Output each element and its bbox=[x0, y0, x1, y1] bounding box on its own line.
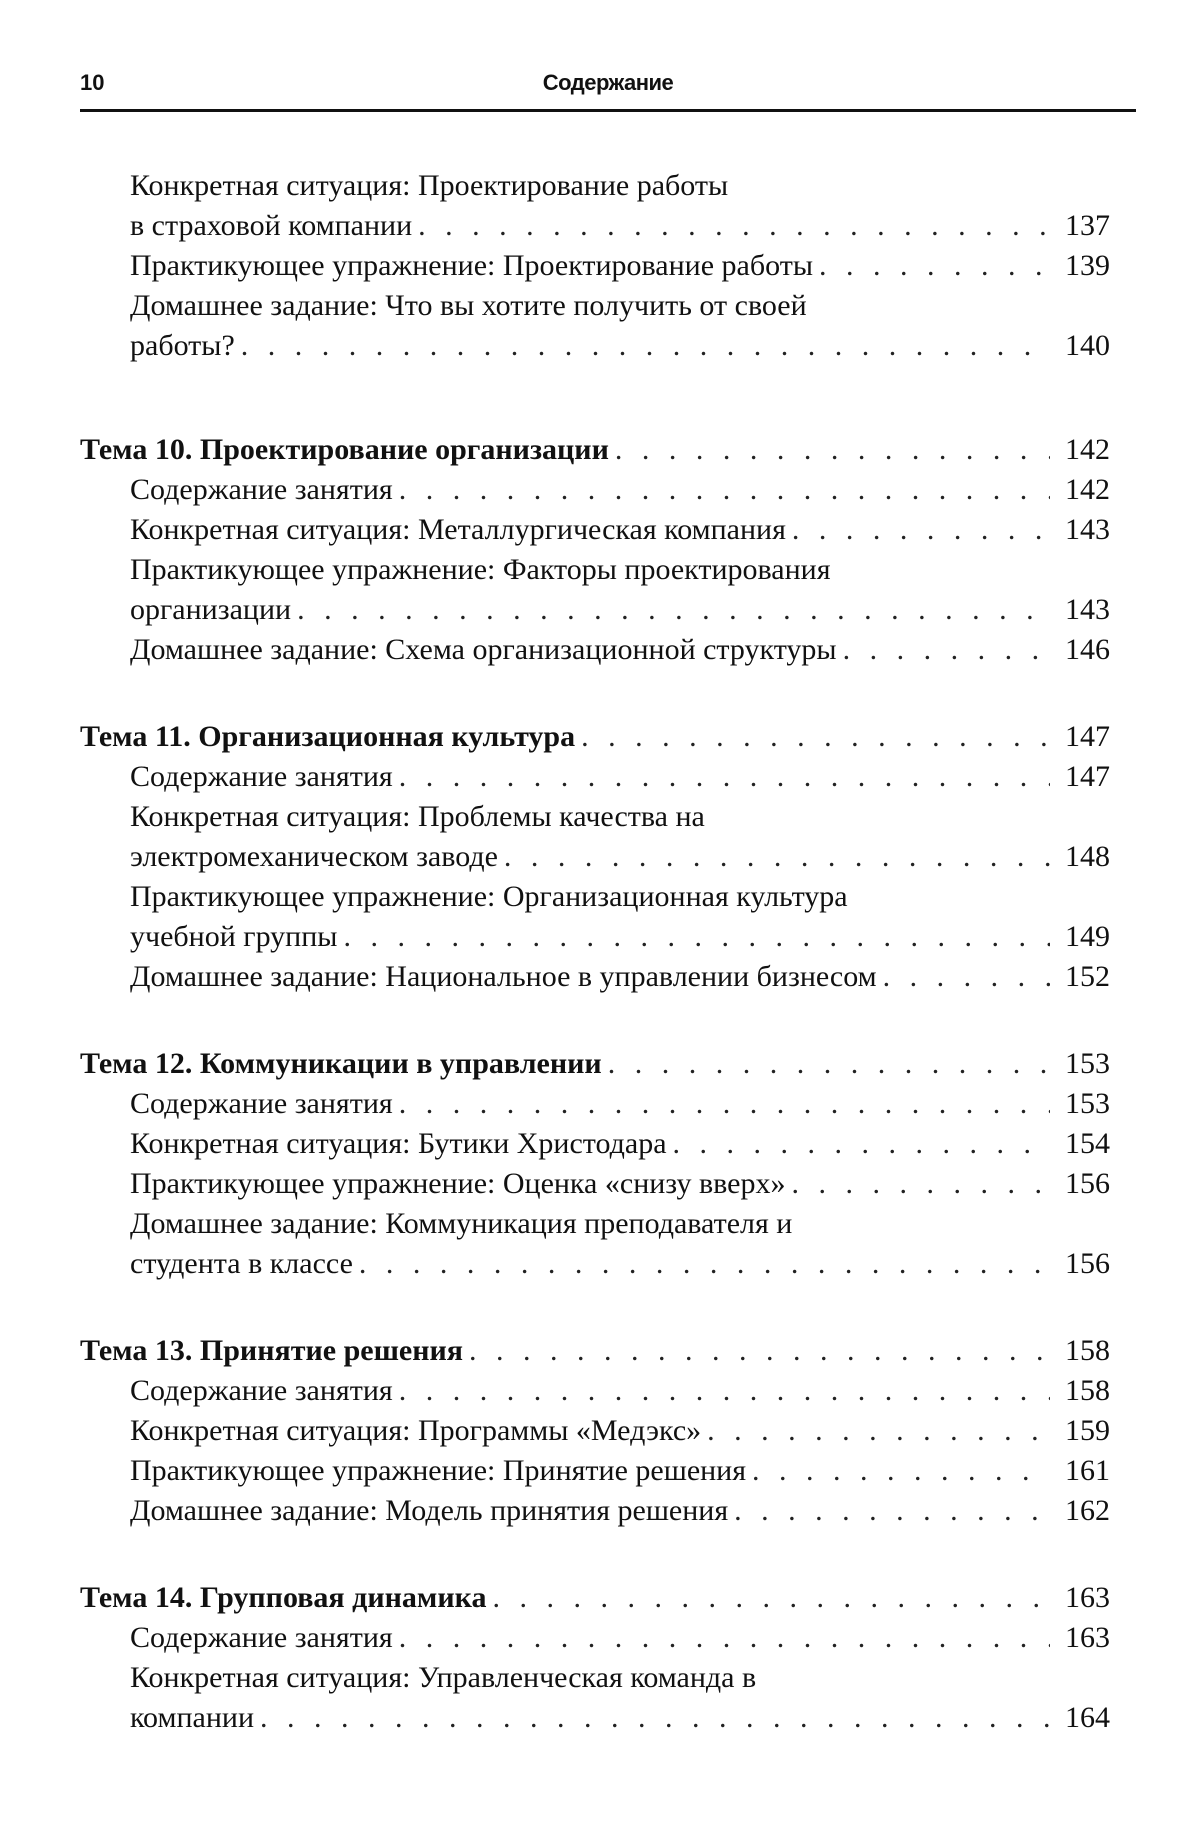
toc-entry-text: Конкретная ситуация: Проблемы качества на bbox=[130, 800, 705, 833]
toc-entry-text: Конкретная ситуация: Проектирование работы bbox=[130, 169, 729, 202]
toc-topic-title: Тема 13. Принятие решения bbox=[80, 1334, 464, 1367]
toc-topic[interactable] bbox=[80, 1578, 1110, 1618]
toc-page-number: 163 bbox=[1065, 1621, 1110, 1654]
toc-entry[interactable] bbox=[80, 470, 1110, 510]
toc-entry-text: Домашнее задание: Что вы хотите получить от своей bbox=[130, 289, 807, 322]
dot-leader bbox=[792, 1164, 1051, 1204]
toc-entry[interactable] bbox=[80, 630, 1110, 670]
toc-entry[interactable] bbox=[80, 877, 1110, 917]
toc-entry[interactable] bbox=[80, 1451, 1110, 1491]
toc-section bbox=[80, 430, 1110, 670]
dot-leader bbox=[504, 837, 1050, 877]
toc-page-number: 158 bbox=[1065, 1334, 1110, 1367]
toc-page-number: 153 bbox=[1065, 1087, 1110, 1120]
toc-page-number: 162 bbox=[1065, 1494, 1110, 1527]
dot-leader bbox=[673, 1124, 1050, 1164]
toc-page-number: 142 bbox=[1065, 473, 1110, 506]
toc-entry[interactable] bbox=[80, 1411, 1110, 1451]
toc-entry[interactable] bbox=[80, 1084, 1110, 1124]
dot-leader bbox=[581, 717, 1050, 757]
running-title: Содержание bbox=[542, 70, 674, 95]
toc-entry[interactable] bbox=[80, 1124, 1110, 1164]
page-header bbox=[80, 64, 1136, 108]
header-rule bbox=[80, 109, 1136, 112]
toc-entry[interactable] bbox=[80, 1371, 1110, 1411]
toc-page-number: 158 bbox=[1065, 1374, 1110, 1407]
dot-leader bbox=[792, 510, 1050, 550]
toc-entry-text: Содержание занятия bbox=[130, 760, 393, 793]
toc-entry-text: Домашнее задание: Национальное в управлении бизнесом bbox=[130, 960, 877, 993]
toc-entry-text: организации bbox=[130, 593, 292, 626]
toc-topic-title: Тема 14. Групповая динамика bbox=[80, 1581, 487, 1614]
toc-entry-text: студента в классе bbox=[130, 1247, 353, 1280]
toc-entry[interactable] bbox=[80, 957, 1110, 997]
toc-topic[interactable] bbox=[80, 1044, 1110, 1084]
dot-leader bbox=[297, 590, 1050, 630]
dot-leader bbox=[260, 1698, 1050, 1738]
toc-page-number: 152 bbox=[1065, 960, 1110, 993]
table-of-contents bbox=[80, 166, 1110, 1785]
toc-entry[interactable] bbox=[80, 1164, 1110, 1204]
toc-entry-text: Домашнее задание: Схема организационной структуры bbox=[130, 633, 837, 666]
toc-page-number: 159 bbox=[1065, 1414, 1110, 1447]
toc-entry-text: Содержание занятия bbox=[130, 1374, 393, 1407]
toc-page-number: 143 bbox=[1065, 593, 1110, 626]
dot-leader bbox=[469, 1331, 1050, 1371]
toc-page-number: 164 bbox=[1065, 1701, 1110, 1734]
toc-topic-title: Тема 11. Организационная культура bbox=[80, 720, 576, 753]
toc-page-number: 149 bbox=[1065, 920, 1110, 953]
toc-entry-text: в страховой компании bbox=[130, 209, 413, 242]
dot-leader bbox=[883, 957, 1050, 997]
toc-entry-text: Практикующее упражнение: Проектирование работы bbox=[130, 249, 813, 282]
toc-page-number: 142 bbox=[1065, 433, 1110, 466]
toc-page-number: 156 bbox=[1065, 1247, 1110, 1280]
toc-entry[interactable] bbox=[80, 590, 1110, 630]
dot-leader bbox=[418, 206, 1050, 246]
toc-entry-text: Практикующее упражнение: Принятие решения bbox=[130, 1454, 747, 1487]
toc-entry-text: Конкретная ситуация: Управленческая команда в bbox=[130, 1661, 757, 1694]
toc-entry[interactable] bbox=[80, 757, 1110, 797]
dot-leader bbox=[399, 1618, 1050, 1658]
toc-section bbox=[80, 717, 1110, 997]
toc-entry[interactable] bbox=[80, 1618, 1110, 1658]
toc-page-number: 147 bbox=[1065, 720, 1110, 753]
dot-leader bbox=[343, 917, 1050, 957]
toc-entry[interactable] bbox=[80, 246, 1110, 286]
toc-entry-text: Конкретная ситуация: Металлургическая компания bbox=[130, 513, 786, 546]
toc-entry-text: Практикующее упражнение: Организационная культура bbox=[130, 880, 848, 913]
toc-entry[interactable] bbox=[80, 1204, 1110, 1244]
dot-leader bbox=[399, 1371, 1050, 1411]
toc-entry-text: Конкретная ситуация: Программы «Медэкс» bbox=[130, 1414, 702, 1447]
page-number: 10 bbox=[80, 70, 105, 95]
dot-leader bbox=[359, 1244, 1050, 1284]
toc-entry[interactable] bbox=[80, 550, 1110, 590]
toc-entry[interactable] bbox=[80, 510, 1110, 550]
toc-section bbox=[80, 1331, 1110, 1531]
toc-page-number: 148 bbox=[1065, 840, 1110, 873]
dot-leader bbox=[819, 246, 1050, 286]
dot-leader bbox=[492, 1578, 1050, 1618]
dot-leader bbox=[399, 470, 1050, 510]
toc-entry[interactable] bbox=[80, 326, 1110, 366]
toc-page-number: 153 bbox=[1065, 1047, 1110, 1080]
toc-section bbox=[80, 166, 1110, 366]
toc-page-number: 143 bbox=[1065, 513, 1110, 546]
toc-entry-text: Содержание занятия bbox=[130, 1621, 393, 1654]
toc-entry[interactable] bbox=[80, 837, 1110, 877]
dot-leader bbox=[752, 1451, 1050, 1491]
toc-entry-text: Домашнее задание: Модель принятия решения bbox=[130, 1494, 729, 1527]
toc-page-number: 140 bbox=[1065, 329, 1110, 362]
toc-entry[interactable] bbox=[80, 797, 1110, 837]
toc-entry[interactable] bbox=[80, 1658, 1110, 1698]
toc-entry-text: работы? bbox=[130, 329, 235, 362]
toc-page-number: 146 bbox=[1065, 633, 1110, 666]
toc-entry[interactable] bbox=[80, 1698, 1110, 1738]
toc-entry-text: Домашнее задание: Коммуникация преподавателя и bbox=[130, 1207, 793, 1240]
toc-entry[interactable] bbox=[80, 206, 1110, 246]
toc-entry-text: Содержание занятия bbox=[130, 473, 393, 506]
toc-page-number: 139 bbox=[1065, 249, 1110, 282]
toc-topic[interactable] bbox=[80, 430, 1110, 470]
toc-topic-title: Тема 12. Коммуникации в управлении bbox=[80, 1047, 602, 1080]
dot-leader bbox=[399, 757, 1050, 797]
toc-section bbox=[80, 1044, 1110, 1284]
toc-entry-text: Конкретная ситуация: Бутики Христодара bbox=[130, 1127, 667, 1160]
toc-entry-text: компании bbox=[130, 1701, 254, 1734]
toc-topic-title: Тема 10. Проектирование организации bbox=[80, 433, 609, 466]
toc-entry-text: Практикующее упражнение: Факторы проектирования bbox=[130, 553, 831, 586]
toc-entry-text: Практикующее упражнение: Оценка «снизу вверх» bbox=[130, 1167, 786, 1200]
toc-page-number: 156 bbox=[1065, 1167, 1110, 1200]
toc-entry-text: электромеханическом заводе bbox=[130, 840, 498, 873]
toc-entry[interactable] bbox=[80, 1244, 1110, 1284]
dot-leader bbox=[843, 630, 1050, 670]
toc-entry[interactable] bbox=[80, 1491, 1110, 1531]
toc-page-number: 154 bbox=[1065, 1127, 1110, 1160]
dot-leader bbox=[734, 1491, 1050, 1531]
toc-topic[interactable] bbox=[80, 717, 1110, 757]
toc-entry[interactable] bbox=[80, 917, 1110, 957]
dot-leader bbox=[615, 430, 1050, 470]
toc-section bbox=[80, 1578, 1110, 1738]
dot-leader bbox=[241, 326, 1050, 366]
toc-entry-text: учебной группы bbox=[130, 920, 338, 953]
toc-topic[interactable] bbox=[80, 1331, 1110, 1371]
dot-leader bbox=[608, 1044, 1050, 1084]
toc-entry[interactable] bbox=[80, 286, 1110, 326]
toc-page-number: 163 bbox=[1065, 1581, 1110, 1614]
toc-entry-text: Содержание занятия bbox=[130, 1087, 393, 1120]
toc-page-number: 161 bbox=[1065, 1454, 1110, 1487]
dot-leader bbox=[399, 1084, 1050, 1124]
toc-page-number: 137 bbox=[1065, 209, 1110, 242]
toc-page-number: 147 bbox=[1065, 760, 1110, 793]
dot-leader bbox=[707, 1411, 1050, 1451]
toc-entry[interactable] bbox=[80, 166, 1110, 206]
